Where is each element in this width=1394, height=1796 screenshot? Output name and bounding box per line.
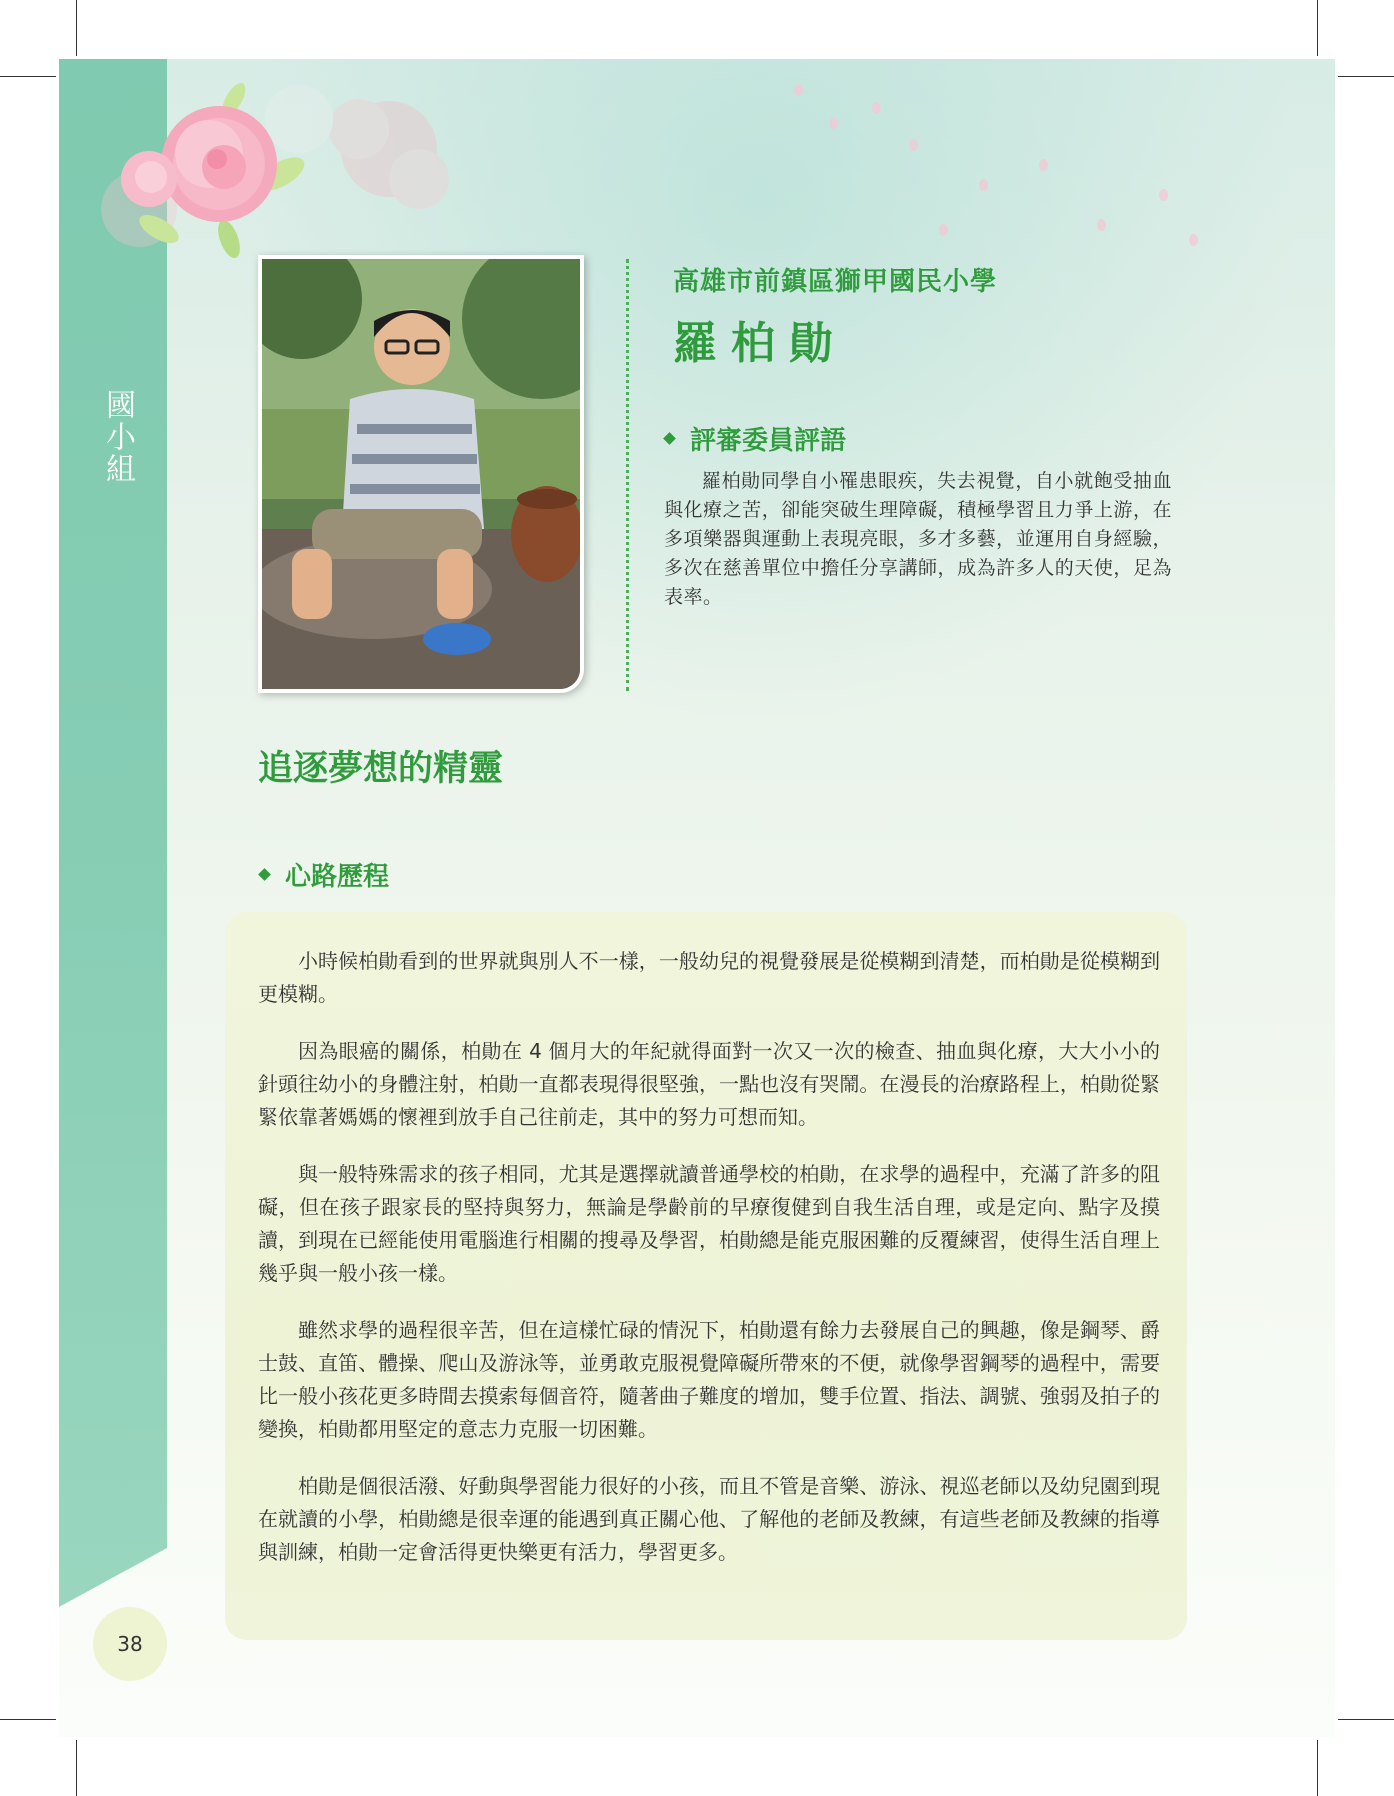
petal-decoration (872, 102, 881, 114)
story-paragraph: 與一般特殊需求的孩子相同，尤其是選擇就讀普通學校的柏勛，在求學的過程中，充滿了許多的阻礙，但在孩子跟家長的堅持與努力，無論是學齡前的早療復健到自我生活自理，或是定向、點字及摸讀，到現在已經能使用電腦進行相關的搜尋及學習，柏勛總是能克服困難的反覆練習，使得生活自理上幾乎與一般小孩一樣。 (258, 1162, 1160, 1285)
journey-heading (260, 856, 389, 893)
review-heading (665, 420, 846, 457)
petal-decoration (829, 117, 838, 129)
journey-heading-text: 心路歷程 (285, 862, 390, 892)
diamond-bullet-icon (258, 868, 271, 881)
crop-mark (0, 76, 56, 77)
page-number: 38 (93, 1607, 167, 1681)
student-name: 羅柏勛 (673, 318, 847, 369)
story-text (258, 945, 1160, 1593)
side-band (59, 59, 167, 1607)
story-paragraph: 雖然求學的過程很辛苦，但在這樣忙碌的情況下，柏勛還有餘力去發展自己的興趣，像是鋼琴、爵士鼓、直笛、體操、爬山及游泳等，並勇敢克服視覺障礙所帶來的不便，就像學習鋼琴的過程中，需要比一般小孩花更多時間去摸索每個音符，隨著曲子難度的增加，雙手位置、指法、調號、強弱及拍子的變換，柏勛都用堅定的意志力克服一切困難。 (258, 1318, 1160, 1441)
crop-mark (76, 1740, 77, 1796)
petal-decoration (1159, 189, 1168, 201)
crop-mark (1317, 0, 1318, 56)
petal-decoration (1097, 219, 1106, 231)
story-paragraph: 因為眼癌的關係，柏勛在 4 個月大的年紀就得面對一次又一次的檢查、抽血與化療，大大小小的針頭往幼小的身體注射，柏勛一直都表現得很堅強，一點也沒有哭鬧。在漫長的治療路程上，柏勛從緊緊依靠著媽媽的懷裡到放手自己往前走，其中的努力可想而知。 (258, 1039, 1160, 1129)
petal-decoration (939, 224, 948, 236)
story-paragraph: 小時候柏勛看到的世界就與別人不一樣，一般幼兒的視覺發展是從模糊到清楚，而柏勛是從模糊到更模糊。 (258, 949, 1160, 1006)
page (59, 59, 1335, 1737)
school-name: 高雄市前鎮區獅甲國民小學 (673, 267, 998, 297)
crop-mark (1317, 1740, 1318, 1796)
story-paragraph: 柏勛是個很活潑、好動與學習能力很好的小孩，而且不管是音樂、游泳、視巡老師以及幼兒園到現在就讀的小學，柏勛總是很幸運的能遇到真正關心他、了解他的老師及教練，有這些老師及教練的指導與訓練，柏勛一定會活得更快樂更有活力，學習更多。 (258, 1474, 1160, 1564)
crop-mark (1338, 1719, 1394, 1720)
petal-decoration (979, 179, 988, 191)
crop-mark (1338, 76, 1394, 77)
petal-decoration (1189, 234, 1198, 246)
petal-decoration (794, 84, 803, 96)
diamond-bullet-icon (663, 432, 676, 445)
review-text: 羅柏勛同學自小罹患眼疾，失去視覺，自小就飽受抽血與化療之苦，卻能突破生理障礙，積極學習且力爭上游，在多項樂器與運動上表現亮眼，多才多藝，並運用自身經驗，多次在慈善單位中擔任分享講師，成為許多人的天使，足為表率。 (664, 470, 1172, 608)
category-label: 國小組 (100, 389, 135, 485)
crop-mark (76, 0, 77, 56)
petal-decoration (1039, 159, 1048, 171)
petal-decoration (909, 139, 918, 151)
student-photo (258, 255, 584, 693)
article-title: 追逐夢想的精靈 (258, 749, 504, 789)
dotted-divider (626, 259, 629, 691)
crop-mark (0, 1719, 56, 1720)
review-heading-text: 評審委員評語 (690, 426, 847, 456)
